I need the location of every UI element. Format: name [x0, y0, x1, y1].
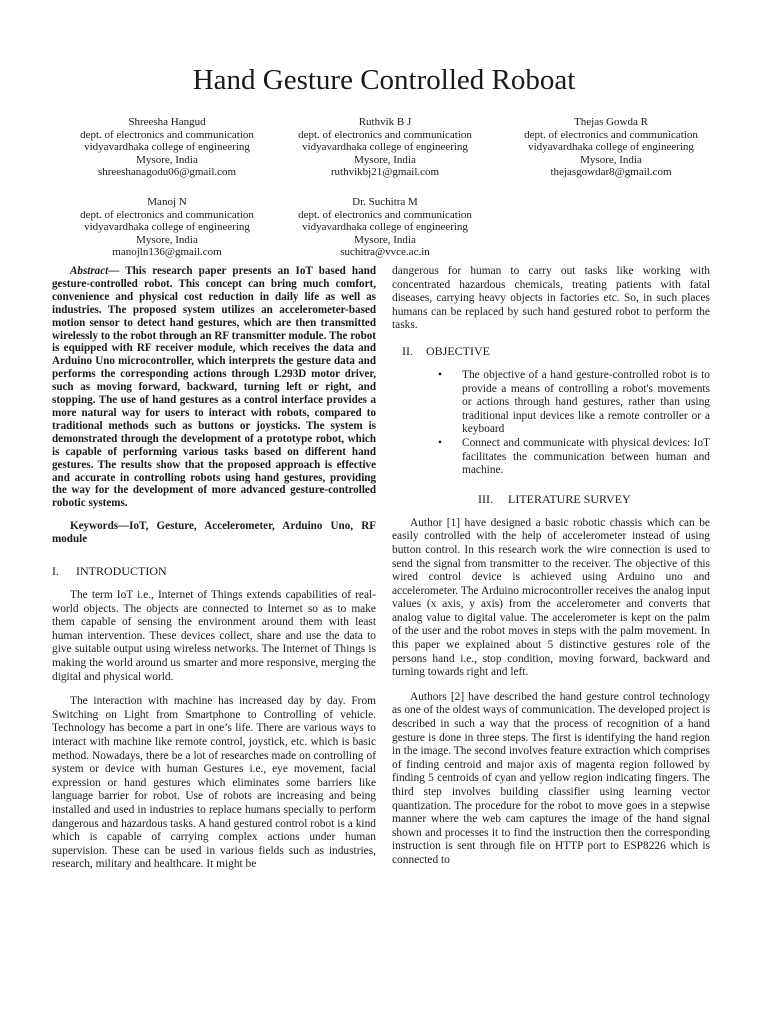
list-item — [438, 368, 710, 437]
author-name: Manoj N — [147, 196, 187, 208]
author-dept: dept. of electronics and communication — [524, 128, 698, 141]
author-email: thejasgowdar8@gmail.com — [550, 166, 672, 178]
section-heading-literature-survey — [392, 492, 710, 506]
author-city: Mysore, India — [354, 233, 416, 246]
abstract-label: Abstract — [70, 265, 109, 277]
author-dept: dept. of electronics and communication — [298, 208, 472, 221]
author-city: Mysore, India — [136, 233, 198, 246]
author-college: vidyavardhaka college of engineering — [84, 221, 250, 233]
author-email: suchitra@vvce.ac.in — [340, 246, 430, 258]
paper-title: Hand Gesture Controlled Roboat — [192, 64, 576, 96]
author-name: Shreesha Hangud — [128, 116, 206, 128]
author-block — [270, 116, 500, 179]
author-block — [52, 116, 282, 179]
paragraph: Author [1] have designed a basic robotic chassis which can be easily controlled with the help of accelerometer instead of using button control. In this research work the wire connection is used to send the signal from transmitter to the receiver. The objective of this wired control device is achieved using Arduino uno and accelerometer. The Arduino microcontroller receives the analog input values (x axis, y axis) from the accelerometer and converts that analog value to digital value. The accelerometer is kept on the palm of the user and the robot moves in steps with the palm movement. In this paper we explained about 5 distinctive gestures role of the persons hand i.e., stop condition, moving forward, backward and turning towards right and left. — [392, 516, 710, 679]
left-column — [52, 265, 376, 872]
section-title: OBJECTIVE — [426, 343, 490, 358]
list-item-text: Connect and communicate with physical devices: IoT facilitates the communication between human and machine. — [462, 436, 710, 477]
author-email: manojln136@gmail.com — [112, 246, 222, 258]
author-dept: dept. of electronics and communication — [298, 128, 472, 141]
section-heading-introduction — [52, 564, 376, 578]
bullet-icon: • — [438, 368, 442, 381]
author-college: vidyavardhaka college of engineering — [528, 141, 694, 153]
section-number: III. — [478, 491, 493, 506]
paragraph: The term IoT i.e., Internet of Things extends capabilities of real-world objects. The objects are connected to Internet so as to make them capable of sensing the environment around them with least human intervention. These devices collect, share and use the data to give suitable output using wireless networks. The Internet of Things is making the world around us smarter and more responsive, merging the digital and physical world. — [52, 589, 376, 683]
author-name: Dr. Suchitra M — [352, 196, 418, 208]
author-college: vidyavardhaka college of engineering — [84, 141, 250, 153]
section-number: I. — [52, 564, 59, 579]
right-column — [392, 265, 710, 868]
section-title: INTRODUCTION — [76, 564, 167, 579]
paragraph: The interaction with machine has increased day by day. From Switching on Light from Smartphone to Controlling of vehicle. Technology has become a part in one’s life. There are various ways to interact with machine like remote control, joystick, etc. which is basic method. Nowadays, there be a lot of researches made on controlling of system or device with human Gestures i.e., eye movement, facial expression or hand gestures which eliminates some barriers like language barrier for robot. Use of robots are increasing and being installed and used in industries to replace humans specially to perform dangerous and hazardous tasks. A hand gestured control robot is a kind which is capable of carrying complex actions under human supervision. These can be used in various fields such as industries, research, military and healthcare. It might be — [52, 695, 376, 871]
author-block — [496, 116, 726, 179]
author-dept: dept. of electronics and communication — [80, 128, 254, 141]
paragraph: dangerous for human to carry out tasks like working with concentrated hazardous chemicals, treating patients with fatal diseases, carrying heavy objects in factories etc. So, in such places humans can be replaced by such hand gestured robot to perform the tasks. — [392, 265, 710, 332]
author-email: ruthvikbj21@gmail.com — [330, 166, 440, 178]
author-name: Ruthvik B J — [358, 116, 412, 128]
author-email: shreeshanagodu06@gmail.com — [97, 166, 237, 178]
author-city: Mysore, India — [354, 153, 416, 166]
author-dept: dept. of electronics and communication — [80, 208, 254, 221]
paragraph: Authors [2] have described the hand gesture control technology as one of the oldest ways of communication. The developed project is described in such a way that the process of recognition of a hand gesture is done in three steps. The first is identifying the hand region in the image. The second involves feature extraction which comprises of finding centroid and major axis of magenta region followed by finding 5 centroids of cyan and yellow region indicating fingers. The third step involves building classifier using learning vector quantization. The procedure for the robot to move goes in a stepwise manner where the web cam captures the image of the hand signal shown and processes it to find the instruction then the corresponding instruction is sent through file on HTTP port to ESP8226 which is connected to — [392, 690, 711, 866]
section-number: II. — [402, 343, 413, 358]
objective-list — [392, 369, 710, 478]
author-block — [270, 196, 500, 259]
author-name: Thejas Gowda R — [574, 116, 648, 128]
keywords: Keywords—IoT, Gesture, Accelerometer, Arduino Uno, RF module — [52, 520, 376, 546]
abstract-text: — This research paper presents an IoT based hand gesture-controlled robot. This concept can bring much comfort, convenience and physical cost reduction in daily life as well as industries. The proposed system utilizes an accelerometer-based motion sensor to detect hand gestures, which are then transmitted wirelessly to the robot through an RF transmitter module. The robot is equipped with RF receiver module, which receives the data and Arduino Uno microcontroller, which interprets the gesture data and performs the corresponding actions through L293D motor driver, such as moving forward, backward, turning left or right, and stopping. The use of hand gestures as a control interface provides a more natural way for users to interact with robots, compared to traditional methods such as buttons or joysticks. The system is demonstrated through the development of a prototype robot, which is capable of performing various tasks based on different hand gestures. The results show that the proposed approach is effective and accurate in controlling robots using hand gestures, providing the way for the development of more advanced gesture-controlled robotic systems. — [52, 265, 376, 510]
author-block — [52, 196, 282, 259]
author-college: vidyavardhaka college of engineering — [302, 221, 468, 233]
author-city: Mysore, India — [580, 153, 642, 166]
author-city: Mysore, India — [136, 153, 198, 166]
list-item — [438, 436, 710, 478]
list-item-text: The objective of a hand gesture-controlled robot is to provide a means of controlling a robot's movements or actions through hand gestures, rather than using traditional input devices like a remote controller or a keyboard — [462, 368, 710, 436]
section-title: LITERATURE SURVEY — [508, 491, 631, 506]
abstract — [52, 265, 376, 510]
author-college: vidyavardhaka college of engineering — [302, 141, 468, 153]
section-heading-objective — [392, 344, 710, 358]
bullet-icon: • — [438, 436, 442, 449]
